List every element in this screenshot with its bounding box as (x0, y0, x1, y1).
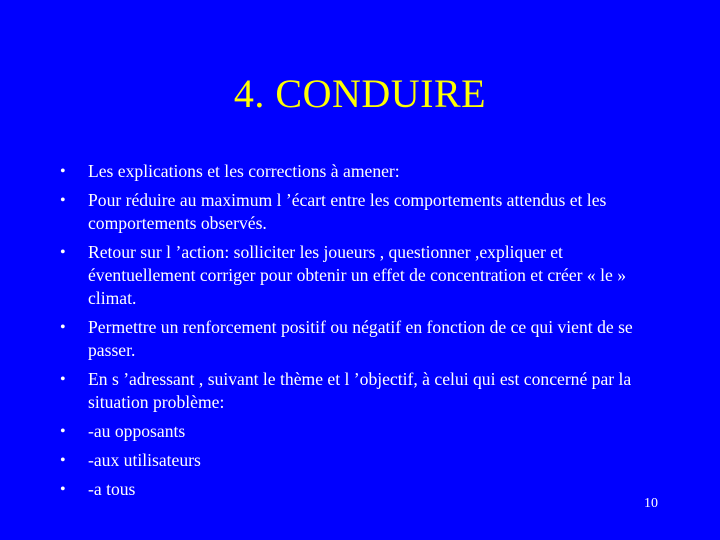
page-number: 10 (644, 496, 658, 511)
bullet-text: Les explications et les corrections à amener: (88, 161, 400, 181)
bullet-dot: • (60, 423, 66, 440)
bullet-text: En s ’adressant , suivant le thème et l ’objectif, à celui qui est concerné par la situation problème: (88, 369, 632, 412)
bullet-text: -aux utilisateurs (88, 450, 201, 470)
bullet-dot: • (60, 163, 66, 180)
bullet-dot: • (60, 319, 66, 336)
bullet-text: -a tous (88, 479, 136, 499)
bullet-item (56, 478, 668, 501)
bullet-dot: • (60, 192, 66, 209)
bullet-dot: • (60, 371, 66, 388)
bullet-dot: • (60, 244, 66, 261)
bullet-item (56, 316, 668, 362)
bullet-dot: • (60, 452, 66, 469)
bullet-item (56, 420, 668, 443)
bullet-dot: • (60, 481, 66, 498)
bullet-item (56, 368, 668, 414)
bullet-item (56, 449, 668, 472)
bullet-text: -au opposants (88, 421, 186, 441)
slide-title: 4. CONDUIRE (233, 71, 487, 116)
bullet-item (56, 241, 668, 310)
bullet-text: Permettre un renforcement positif ou négatif en fonction de ce qui vient de se passer. (88, 317, 633, 360)
bullet-item (56, 189, 668, 235)
bullet-item (56, 160, 668, 183)
bullet-list (56, 160, 668, 507)
bullet-text: Pour réduire au maximum l ’écart entre les comportements attendus et les comportements observés. (88, 190, 607, 233)
bullet-text: Retour sur l ’action: solliciter les joueurs , questionner ,expliquer et éventuellement corriger pour obtenir un effet de concentration et créer « le » climat. (88, 242, 626, 308)
